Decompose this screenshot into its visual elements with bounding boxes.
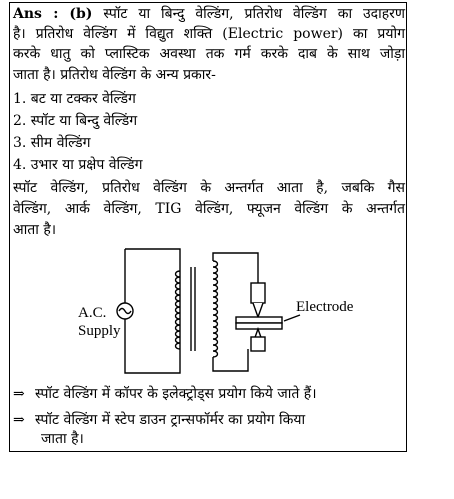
note-1 [13,385,405,404]
lower-electrode-holder [251,337,265,351]
label-ac: A.C. [78,305,107,321]
arrow-icon: ⇒ [13,386,25,402]
answer-line-2: है। प्रतिरोध वेल्डिंग में विद्युत शक्ति (Electric power) का प्रयोग [13,26,405,42]
note-1-text: स्पॉट वेल्डिंग में कॉपर के इलेक्ट्रोड्स प्रयोग किये जाते हैं। [35,386,317,402]
workpiece-bottom [236,323,282,329]
electrode-pointer [284,315,300,321]
secondary-coil-icon [213,261,218,357]
note-2-continuation: जाता है। [41,431,84,447]
answer-box [9,2,407,452]
arrow-icon: ⇒ [13,412,25,428]
para2-line-1: स्पॉट वेल्डिंग, प्रतिरोध वेल्डिंग के अन्तर्गत आता है, जबकि गैस [13,180,405,196]
label-supply: Supply [78,323,121,339]
label-electrode: Electrode [296,299,354,315]
para2-line-2: वेल्डिंग, आर्क वेल्डिंग, TIG वेल्डिंग, फ्यूजन वेल्डिंग के अन्तर्गत [13,201,405,217]
note-2-text: स्पॉट वेल्डिंग में स्टेप डाउन ट्रान्सफॉर्मर का प्रयोग किया [35,412,306,428]
type-item-3: 3. सीम वेल्डिंग [13,135,91,151]
answer-prefix: Ans : [13,6,59,22]
secondary-wire-top [213,253,258,283]
upper-electrode-holder [251,283,265,303]
secondary-wire-bottom [213,349,248,371]
answer-option: (b) [69,6,93,22]
workpiece-top [236,317,282,323]
para2-line-3: आता है। [13,222,57,238]
type-item-4: 4. उभार या प्रक्षेप वेल्डिंग [13,157,143,173]
upper-electrode-tip [253,303,263,317]
answer-line-4: जाता है। प्रतिरोध वेल्डिंग के अन्य प्रकार- [13,67,216,83]
answer-line-1 [13,5,405,24]
note-2 [13,411,405,430]
answer-text-1: स्पॉट या बिन्दु वेल्डिंग, प्रतिरोध वेल्डिंग का उदाहरण [103,6,406,22]
spot-welding-circuit-diagram [10,241,408,381]
type-item-2: 2. स्पॉट या बिन्दु वेल्डिंग [13,113,138,129]
answer-line-3: करके धातु को प्लास्टिक अवस्था तक गर्म करके दाब के साथ जोड़ा [13,46,405,62]
type-item-1: 1. बट या टक्कर वेल्डिंग [13,91,136,107]
